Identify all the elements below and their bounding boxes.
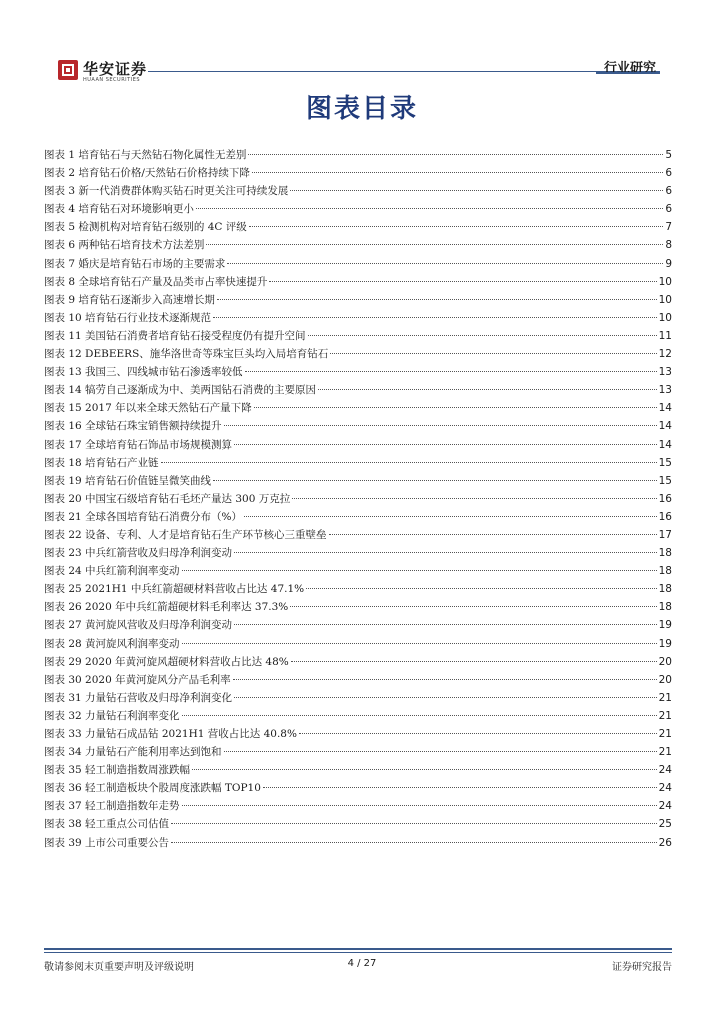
toc-leader-dots [224, 751, 657, 752]
toc-entry-page: 14 [658, 438, 672, 451]
toc-leader-dots [299, 733, 657, 734]
report-type: 证券研究报告 [612, 962, 672, 973]
toc-entry[interactable] [44, 146, 672, 164]
toc-entry[interactable] [44, 653, 672, 671]
toc-leader-dots [306, 588, 656, 589]
toc-leader-dots [291, 661, 657, 662]
toc-entry-page: 6 [665, 167, 672, 180]
toc-entry-label: 图表 23 中兵红箭营收及归母净利润变动 [44, 547, 233, 560]
toc-entry[interactable] [44, 182, 672, 200]
figure-index-list [44, 146, 672, 852]
page-header [0, 0, 724, 90]
toc-entry-page: 16 [658, 510, 672, 523]
toc-entry-page: 14 [658, 420, 672, 433]
toc-entry[interactable] [44, 218, 672, 236]
toc-leader-dots [234, 444, 657, 445]
toc-entry[interactable] [44, 797, 672, 815]
toc-entry-page: 24 [658, 764, 672, 777]
toc-entry-label: 图表 24 中兵红箭利润率变动 [44, 565, 180, 578]
toc-entry[interactable] [44, 834, 672, 852]
toc-entry-label: 图表 11 美国钻石消费者培育钻石接受程度仍有提升空间 [44, 329, 306, 342]
toc-leader-dots [234, 624, 657, 625]
toc-leader-dots [292, 498, 656, 499]
toc-entry[interactable] [44, 454, 672, 472]
toc-leader-dots [213, 480, 657, 481]
toc-entry-page: 5 [665, 149, 672, 161]
toc-leader-dots [308, 335, 657, 336]
toc-entry-page: 24 [658, 800, 672, 813]
toc-entry-label: 图表 21 全球各国培育钻石消费分布（%） [44, 510, 243, 523]
toc-entry-page: 19 [658, 619, 672, 632]
toc-entry[interactable] [44, 399, 672, 417]
toc-entry-page: 18 [658, 565, 672, 578]
toc-entry-page: 19 [658, 637, 672, 650]
toc-entry-label: 图表 22 设备、专利、人才是培育钻石生产环节核心三重壁垒 [44, 528, 327, 541]
toc-entry-label: 图表 4 培育钻石对环境影响更小 [44, 203, 194, 216]
toc-leader-dots [252, 172, 663, 173]
toc-entry[interactable] [44, 273, 672, 291]
toc-entry-label: 图表 25 2021H1 中兵红箭超硬材料营收占比达 47.1% [44, 583, 305, 596]
toc-entry[interactable] [44, 689, 672, 707]
toc-entry[interactable] [44, 616, 672, 634]
toc-entry-page: 10 [658, 293, 672, 306]
toc-entry[interactable] [44, 544, 672, 562]
toc-leader-dots [213, 317, 657, 318]
toc-entry[interactable] [44, 635, 672, 653]
toc-leader-dots [182, 570, 657, 571]
toc-entry[interactable] [44, 779, 672, 797]
toc-entry-label: 图表 15 2017 年以来全球天然钻石产量下降 [44, 402, 252, 415]
toc-leader-dots [206, 244, 663, 245]
toc-entry[interactable] [44, 508, 672, 526]
company-logo-english: HUAAN SECURITIES [83, 77, 141, 83]
toc-entry-label: 图表 5 检测机构对培育钻石级别的 4C 评级 [44, 221, 247, 234]
toc-entry-page: 7 [665, 221, 672, 234]
toc-entry[interactable] [44, 526, 672, 544]
toc-leader-dots [329, 534, 657, 535]
page-number: 4 / 27 [347, 958, 377, 969]
header-divider-accent [596, 72, 660, 74]
toc-entry[interactable] [44, 671, 672, 689]
toc-entry-label: 图表 36 轻工制造板块个股周度涨跌幅 TOP10 [44, 782, 261, 795]
toc-entry[interactable] [44, 381, 672, 399]
toc-leader-dots [227, 263, 663, 264]
toc-leader-dots [217, 299, 657, 300]
toc-leader-dots [244, 516, 657, 517]
toc-leader-dots [263, 787, 657, 788]
toc-entry-page: 20 [658, 655, 672, 668]
toc-entry-page: 13 [658, 366, 672, 379]
toc-entry-label: 图表 30 2020 年黄河旋风分产品毛利率 [44, 673, 231, 686]
toc-entry-page: 17 [658, 528, 672, 541]
toc-entry[interactable] [44, 580, 672, 598]
toc-entry-label: 图表 12 DEBEERS、施华洛世奇等珠宝巨头均入局培育钻石 [44, 348, 329, 361]
toc-entry[interactable] [44, 291, 672, 309]
toc-entry-page: 21 [658, 691, 672, 704]
toc-entry-label: 图表 38 轻工重点公司估值 [44, 818, 170, 831]
toc-entry-page: 12 [658, 348, 672, 361]
toc-leader-dots [290, 190, 663, 191]
toc-entry-label: 图表 9 培育钻石逐渐步入高速增长期 [44, 293, 215, 306]
toc-leader-dots [248, 154, 663, 155]
toc-entry-page: 14 [658, 402, 672, 415]
toc-entry-page: 6 [665, 185, 672, 198]
toc-entry-label: 图表 31 力量钻石营收及归母净利润变化 [44, 691, 233, 704]
toc-leader-dots [318, 389, 657, 390]
toc-entry-page: 21 [658, 746, 672, 759]
toc-leader-dots [182, 715, 657, 716]
toc-entry[interactable] [44, 472, 672, 490]
toc-leader-dots [224, 425, 657, 426]
toc-entry-page: 26 [658, 836, 672, 849]
toc-leader-dots [161, 462, 657, 463]
toc-entry-label: 图表 10 培育钻石行业技术逐渐规范 [44, 311, 212, 324]
toc-entry-page: 16 [658, 492, 672, 505]
toc-entry[interactable] [44, 327, 672, 345]
toc-entry-label: 图表 14 犒劳自己逐渐成为中、美两国钻石消费的主要原因 [44, 384, 317, 397]
toc-entry-label: 图表 20 中国宝石级培育钻石毛坯产量达 300 万克拉 [44, 492, 291, 505]
toc-entry[interactable] [44, 255, 672, 273]
toc-entry-label: 图表 27 黄河旋风营收及归母净利润变动 [44, 619, 233, 632]
toc-entry-page: 18 [658, 547, 672, 560]
toc-entry-page: 6 [665, 203, 672, 216]
toc-leader-dots [196, 208, 663, 209]
toc-entry-label: 图表 37 轻工制造指数年走势 [44, 800, 180, 813]
toc-entry-label: 图表 7 婚庆是培育钻石市场的主要需求 [44, 257, 226, 270]
toc-leader-dots [254, 407, 657, 408]
toc-entry-label: 图表 35 轻工制造指数周涨跌幅 [44, 764, 191, 777]
header-divider [148, 71, 660, 72]
toc-entry[interactable] [44, 417, 672, 435]
footer-divider-thin [44, 952, 672, 953]
toc-leader-dots [269, 281, 656, 282]
toc-leader-dots [245, 371, 657, 372]
toc-entry[interactable] [44, 598, 672, 616]
toc-entry-page: 10 [658, 275, 672, 288]
toc-entry-label: 图表 29 2020 年黄河旋风超硬材料营收占比达 48% [44, 655, 289, 668]
toc-leader-dots [171, 823, 657, 824]
toc-entry-page: 21 [658, 728, 672, 740]
toc-entry-label: 图表 18 培育钻石产业链 [44, 456, 159, 469]
toc-entry-label: 图表 19 培育钻石价值链呈微笑曲线 [44, 474, 212, 487]
company-logo-icon [58, 60, 78, 80]
toc-entry[interactable] [44, 707, 672, 725]
toc-entry-page: 24 [658, 782, 672, 795]
toc-entry-label: 图表 1 培育钻石与天然钻石物化属性无差别 [44, 149, 247, 161]
toc-leader-dots [171, 842, 657, 843]
footer-divider [44, 948, 672, 950]
toc-entry[interactable] [44, 363, 672, 381]
toc-entry-label: 图表 26 2020 年中兵红箭超硬材料毛利率达 37.3% [44, 601, 289, 614]
toc-leader-dots [290, 606, 656, 607]
toc-leader-dots [182, 805, 657, 806]
toc-entry-label: 图表 28 黄河旋风利润率变动 [44, 637, 180, 650]
toc-entry-page: 9 [665, 257, 672, 270]
section-label: 行业研究 [603, 61, 656, 76]
toc-entry-page: 13 [658, 384, 672, 397]
toc-entry[interactable] [44, 490, 672, 508]
toc-entry-page: 18 [658, 583, 672, 596]
toc-entry-page: 15 [658, 474, 672, 487]
toc-entry-label: 图表 34 力量钻石产能利用率达到饱和 [44, 746, 222, 759]
toc-entry-page: 8 [665, 239, 672, 252]
toc-entry-label: 图表 32 力量钻石利润率变化 [44, 709, 180, 722]
toc-entry-label: 图表 33 力量钻石成品钻 2021H1 营收占比达 40.8% [44, 728, 297, 740]
toc-entry-label: 图表 17 全球培育钻石饰品市场规模测算 [44, 438, 233, 451]
toc-entry[interactable] [44, 164, 672, 182]
toc-entry-page: 20 [658, 673, 672, 686]
toc-leader-dots [249, 226, 664, 227]
toc-leader-dots [234, 697, 657, 698]
toc-entry-label: 图表 6 两种钻石培育技术方法差别 [44, 239, 205, 252]
toc-entry-page: 10 [658, 311, 672, 324]
toc-entry[interactable] [44, 345, 672, 363]
toc-entry-label: 图表 2 培育钻石价格/天然钻石价格持续下降 [44, 167, 250, 180]
toc-entry-label: 图表 39 上市公司重要公告 [44, 836, 170, 849]
company-logo-name: 华安证券 [83, 60, 148, 78]
toc-entry[interactable] [44, 815, 672, 833]
toc-entry[interactable] [44, 725, 672, 743]
toc-entry-page: 21 [658, 709, 672, 722]
toc-entry-page: 18 [658, 601, 672, 614]
toc-entry[interactable] [44, 236, 672, 254]
toc-entry[interactable] [44, 761, 672, 779]
toc-entry-page: 11 [658, 329, 672, 342]
toc-entry[interactable] [44, 743, 672, 761]
toc-entry-label: 图表 16 全球钻石珠宝销售额持续提升 [44, 420, 222, 433]
toc-entry[interactable] [44, 436, 672, 454]
toc-leader-dots [233, 679, 657, 680]
toc-leader-dots [330, 353, 656, 354]
toc-entry[interactable] [44, 562, 672, 580]
toc-leader-dots [182, 643, 657, 644]
toc-entry-page: 15 [658, 456, 672, 469]
toc-entry-label: 图表 3 新一代消费群体购买钻石时更关注可持续发展 [44, 185, 289, 198]
toc-leader-dots [234, 552, 657, 553]
toc-entry[interactable] [44, 309, 672, 327]
toc-entry-label: 图表 13 我国三、四线城市钻石渗透率较低 [44, 366, 243, 379]
page-title: 图表目录 [305, 94, 418, 124]
footer-disclaimer: 敬请参阅末页重要声明及评级说明 [44, 962, 194, 973]
toc-leader-dots [192, 769, 657, 770]
toc-entry-label: 图表 8 全球培育钻石产量及品类市占率快速提升 [44, 275, 268, 288]
toc-entry-page: 25 [658, 818, 672, 831]
toc-entry[interactable] [44, 200, 672, 218]
